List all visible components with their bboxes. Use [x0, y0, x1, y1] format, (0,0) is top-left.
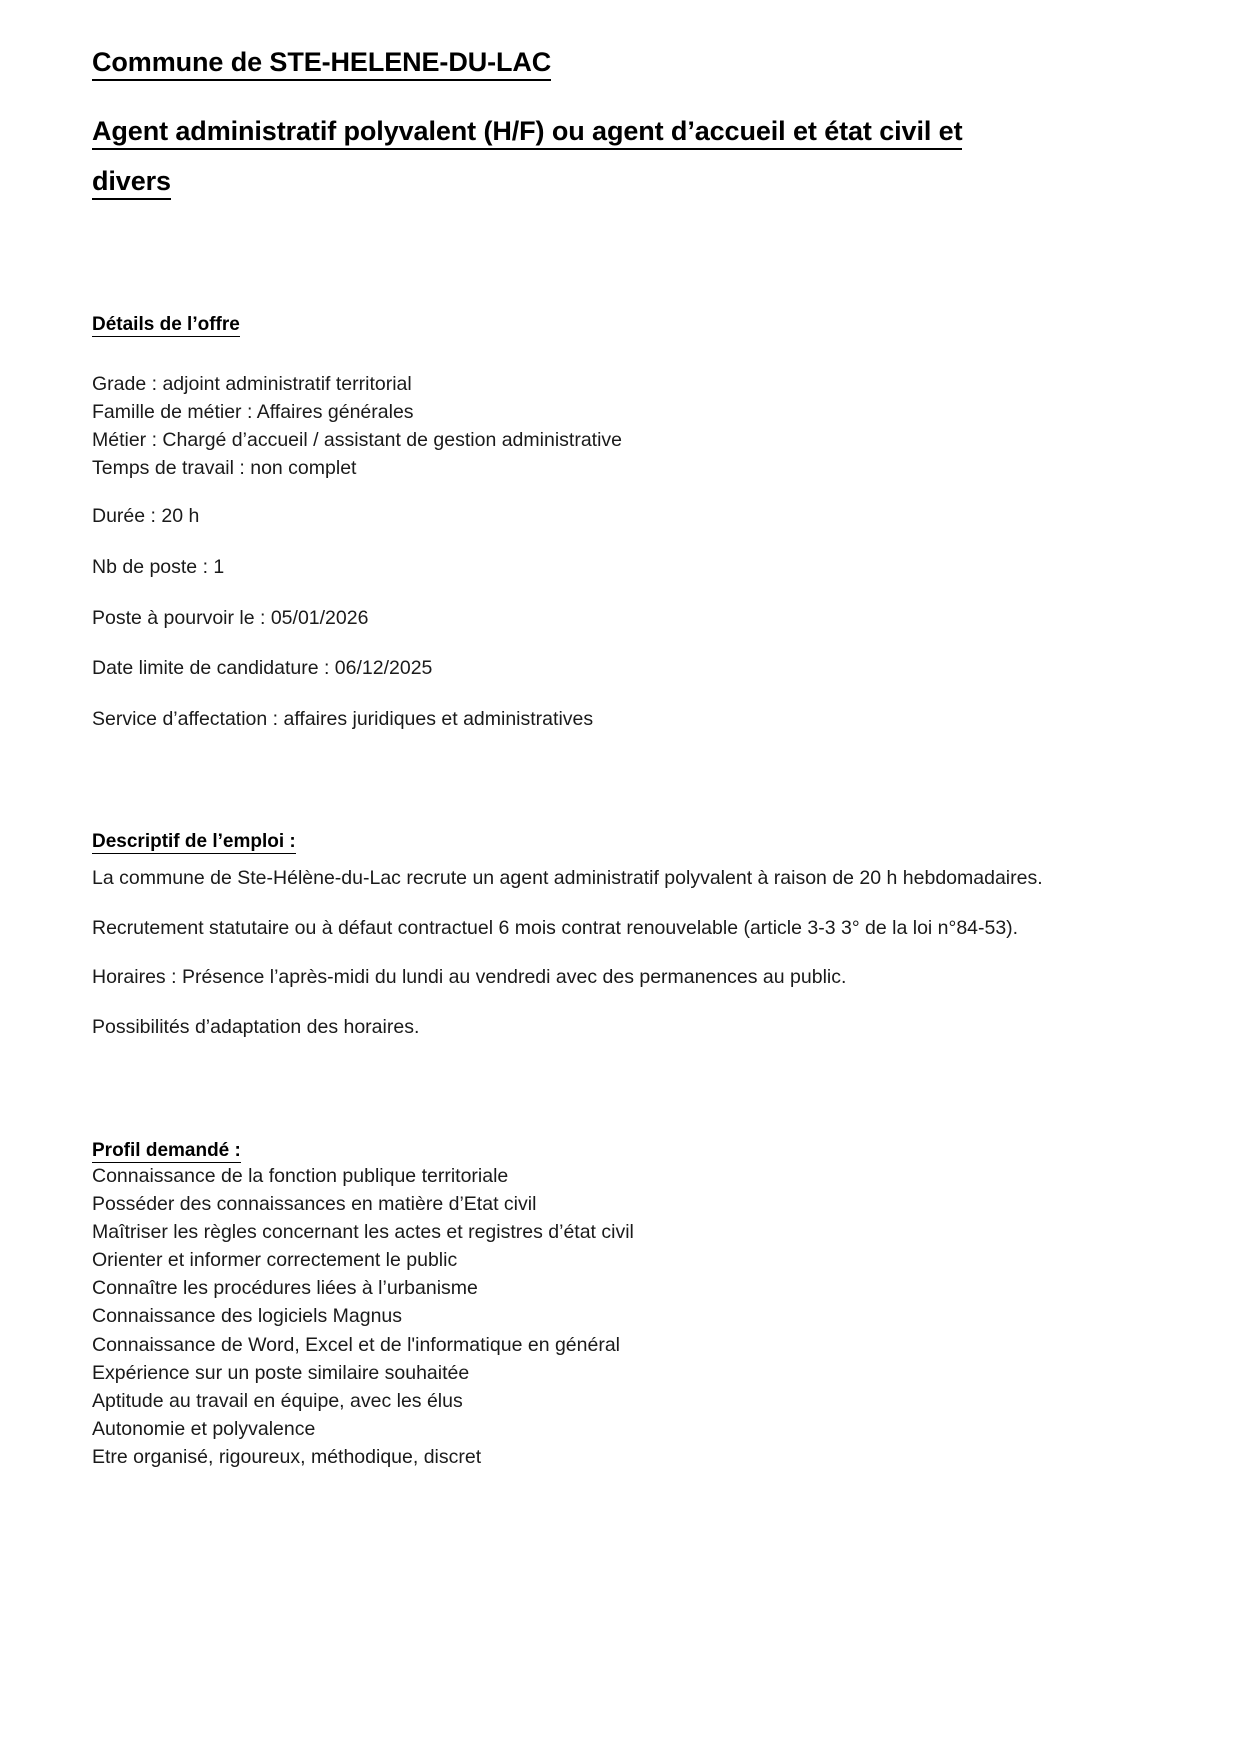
profil-item: Connaissance de Word, Excel et de l'informatique en général — [92, 1333, 621, 1356]
section-heading-descriptif — [92, 831, 1149, 853]
profil-list — [92, 1162, 1149, 1472]
profil-item: Connaissance des logiciels Magnus — [92, 1305, 403, 1328]
page-title — [92, 44, 1149, 81]
section-heading-details-text: Détails de l’offre — [92, 313, 240, 335]
spacer — [92, 735, 1149, 831]
detail-line: Durée : 20 h — [92, 505, 200, 528]
detail-line: Poste à pourvoir le : 05/01/2026 — [92, 606, 369, 629]
profil-item: Posséder des connaissances en matière d’Etat civil — [92, 1192, 537, 1215]
section-heading-profil — [92, 1140, 1149, 1162]
spacer — [92, 336, 1149, 370]
page-title-text: Commune de STE-HELENE-DU-LAC — [92, 47, 551, 81]
spacer — [92, 895, 1149, 913]
detail-line: Métier : Chargé d’accueil / assistant de gestion administrative — [92, 429, 623, 452]
spacer — [92, 944, 1149, 962]
spacer — [92, 206, 1149, 314]
profil-item: Autonomie et polyvalence — [92, 1418, 316, 1441]
profil-item: Expérience sur un poste similaire souhaitée — [92, 1361, 470, 1384]
spacer — [92, 853, 1149, 863]
profil-item: Orienter et informer correctement le public — [92, 1249, 458, 1272]
profil-item: Maîtriser les règles concernant les actes et registres d’état civil — [92, 1220, 634, 1243]
detail-line: Nb de poste : 1 — [92, 555, 225, 578]
job-title — [92, 107, 992, 205]
spacer — [92, 81, 1149, 107]
detail-line: Famille de métier : Affaires générales — [92, 400, 414, 423]
detail-line: Temps de travail : non complet — [92, 457, 357, 480]
descriptif-paragraph: Horaires : Présence l’après-midi du lundi au vendredi avec des permanences au public. — [92, 966, 847, 989]
section-heading-descriptif-text: Descriptif de l’emploi : — [92, 831, 296, 853]
section-heading-profil-text: Profil demandé : — [92, 1139, 241, 1161]
section-heading-details — [92, 314, 1149, 336]
document-content — [92, 44, 1149, 1471]
descriptif-paragraph: Possibilités d’adaptation des horaires. — [92, 1016, 420, 1038]
profil-item: Connaissance de la fonction publique territoriale — [92, 1164, 509, 1187]
detail-line: Grade : adjoint administratif territorial — [92, 372, 412, 395]
detail-line: Service d’affectation : affaires juridiques et administratives — [92, 707, 594, 730]
descriptif-paragraph: La commune de Ste-Hélène-du-Lac recrute un agent administratif polyvalent à raison de 20 h hebdomadaires. — [92, 867, 1043, 890]
details-list-secondary — [92, 501, 1149, 735]
profil-item: Aptitude au travail en équipe, avec les élus — [92, 1389, 463, 1412]
descriptif-paragraph: Recrutement statutaire ou à défaut contractuel 6 mois contrat renouvelable (article 3-3 3° de la loi n°84-53). — [92, 916, 1019, 939]
profil-item: Etre organisé, rigoureux, méthodique, discret — [92, 1446, 482, 1469]
detail-line: Date limite de candidature : 06/12/2025 — [92, 657, 433, 680]
spacer — [92, 1044, 1149, 1140]
details-list-primary — [92, 370, 1149, 483]
spacer — [92, 994, 1149, 1012]
job-title-text: Agent administratif polyvalent (H/F) ou agent d’accueil et état civil et divers — [92, 116, 962, 199]
profil-item: Connaître les procédures liées à l’urbanisme — [92, 1277, 478, 1300]
